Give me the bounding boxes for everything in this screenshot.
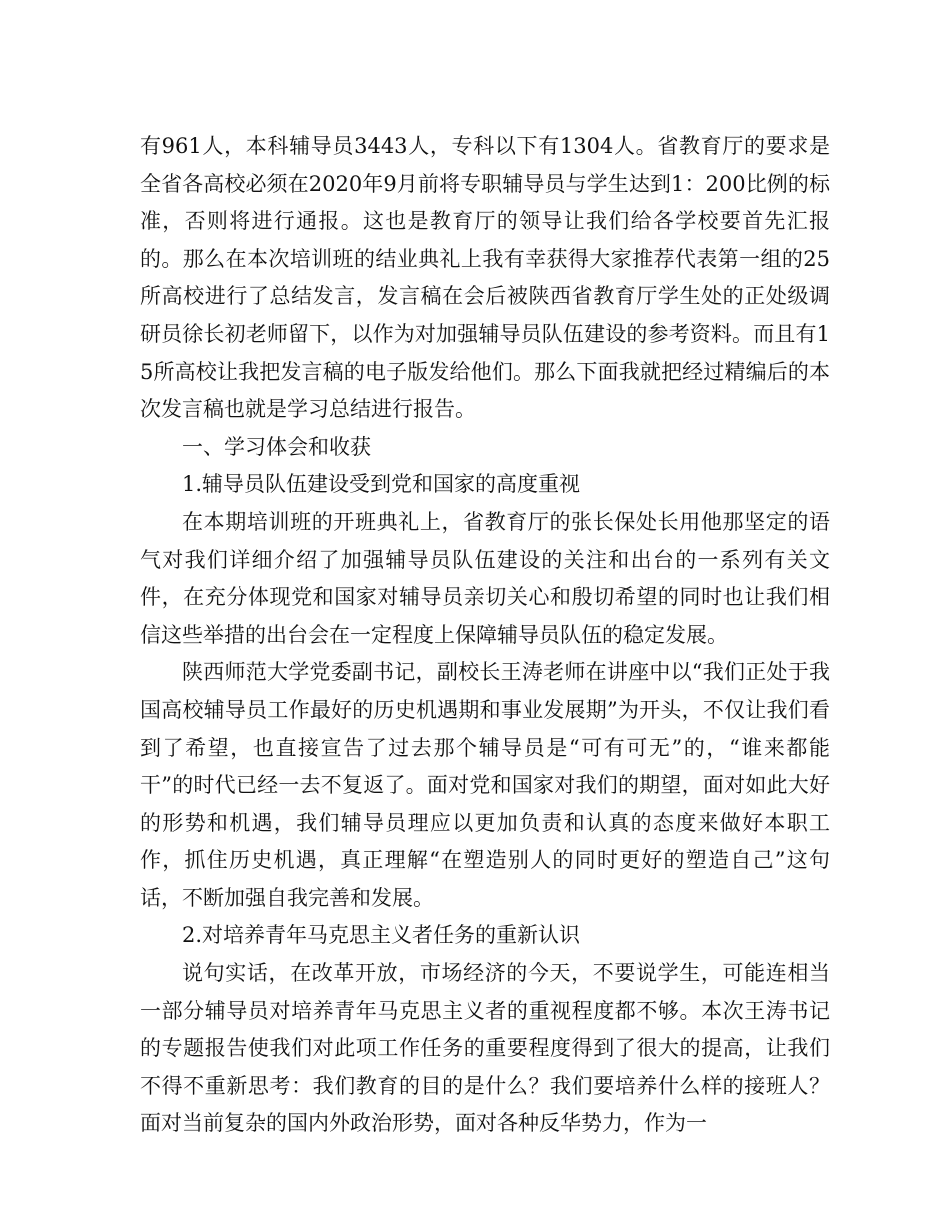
section-heading: 一、学习体会和收获 (182, 434, 371, 459)
body-paragraph-2: 在本期培训班的开班典礼上，省教育厅的张长保处长用他那坚定的语气对我们详细介绍了加强辅导员队伍建设的关注和出台的一系列有关文件，在充分体现党和国家对辅导员亲切关心和殷切希望的同时也让我们相信这些举措的出台会在一定程度上保障辅导员队伍的稳定发展。 (140, 509, 830, 647)
body-paragraph-3: 陕西师范大学党委副书记，副校长王涛老师在讲座中以“我们正处于我国高校辅导员工作最好的历史机遇期和事业发展期”为开头，不仅让我们看到了希望，也直接宣告了过去那个辅导员是“可有可无”的，“谁来都能干”的时代已经一去不复返了。面对党和国家对我们的期望，面对如此大好的形势和机遇，我们辅导员理应以更加负责和认真的态度来做好本职工作，抓住历史机遇，真正理解“在塑造别人的同时更好的塑造自己”这句话，不断加强自我完善和发展。 (140, 660, 830, 910)
subsection-heading-1: 1.辅导员队伍建设受到党和国家的高度重视 (182, 472, 581, 497)
subsection-heading-2: 2.对培养青年马克思主义者任务的重新认识 (182, 923, 581, 948)
body-paragraph-4: 说句实话，在改革开放，市场经济的今天，不要说学生，可能连相当一部分辅导员对培养青年马克思主义者的重视程度都不够。本次王涛书记的专题报告使我们对此项工作任务的重要程度得到了很大的提高，让我们不得不重新思考：我们教育的目的是什么？我们要培养什么样的接班人？面对当前复杂的国内外政治形势，面对各种反华势力，作为一 (140, 961, 830, 1136)
body-paragraph-1: 有961人，本科辅导员3443人，专科以下有1304人。省教育厅的要求是全省各高校必须在2020年9月前将专职辅导员与学生达到1：200比例的标准，否则将进行通报。这也是教育厅的领导让我们给各学校要首先汇报的。那么在本次培训班的结业典礼上我有幸获得大家推荐代表第一组的25所高校进行了总结发言，发言稿在会后被陕西省教育厅学生处的正处级调研员徐长初老师留下，以作为对加强辅导员队伍建设的参考资料。而且有15所高校让我把发言稿的电子版发给他们。那么下面我就把经过精编后的本次发言稿也就是学习总结进行报告。 (140, 134, 830, 422)
